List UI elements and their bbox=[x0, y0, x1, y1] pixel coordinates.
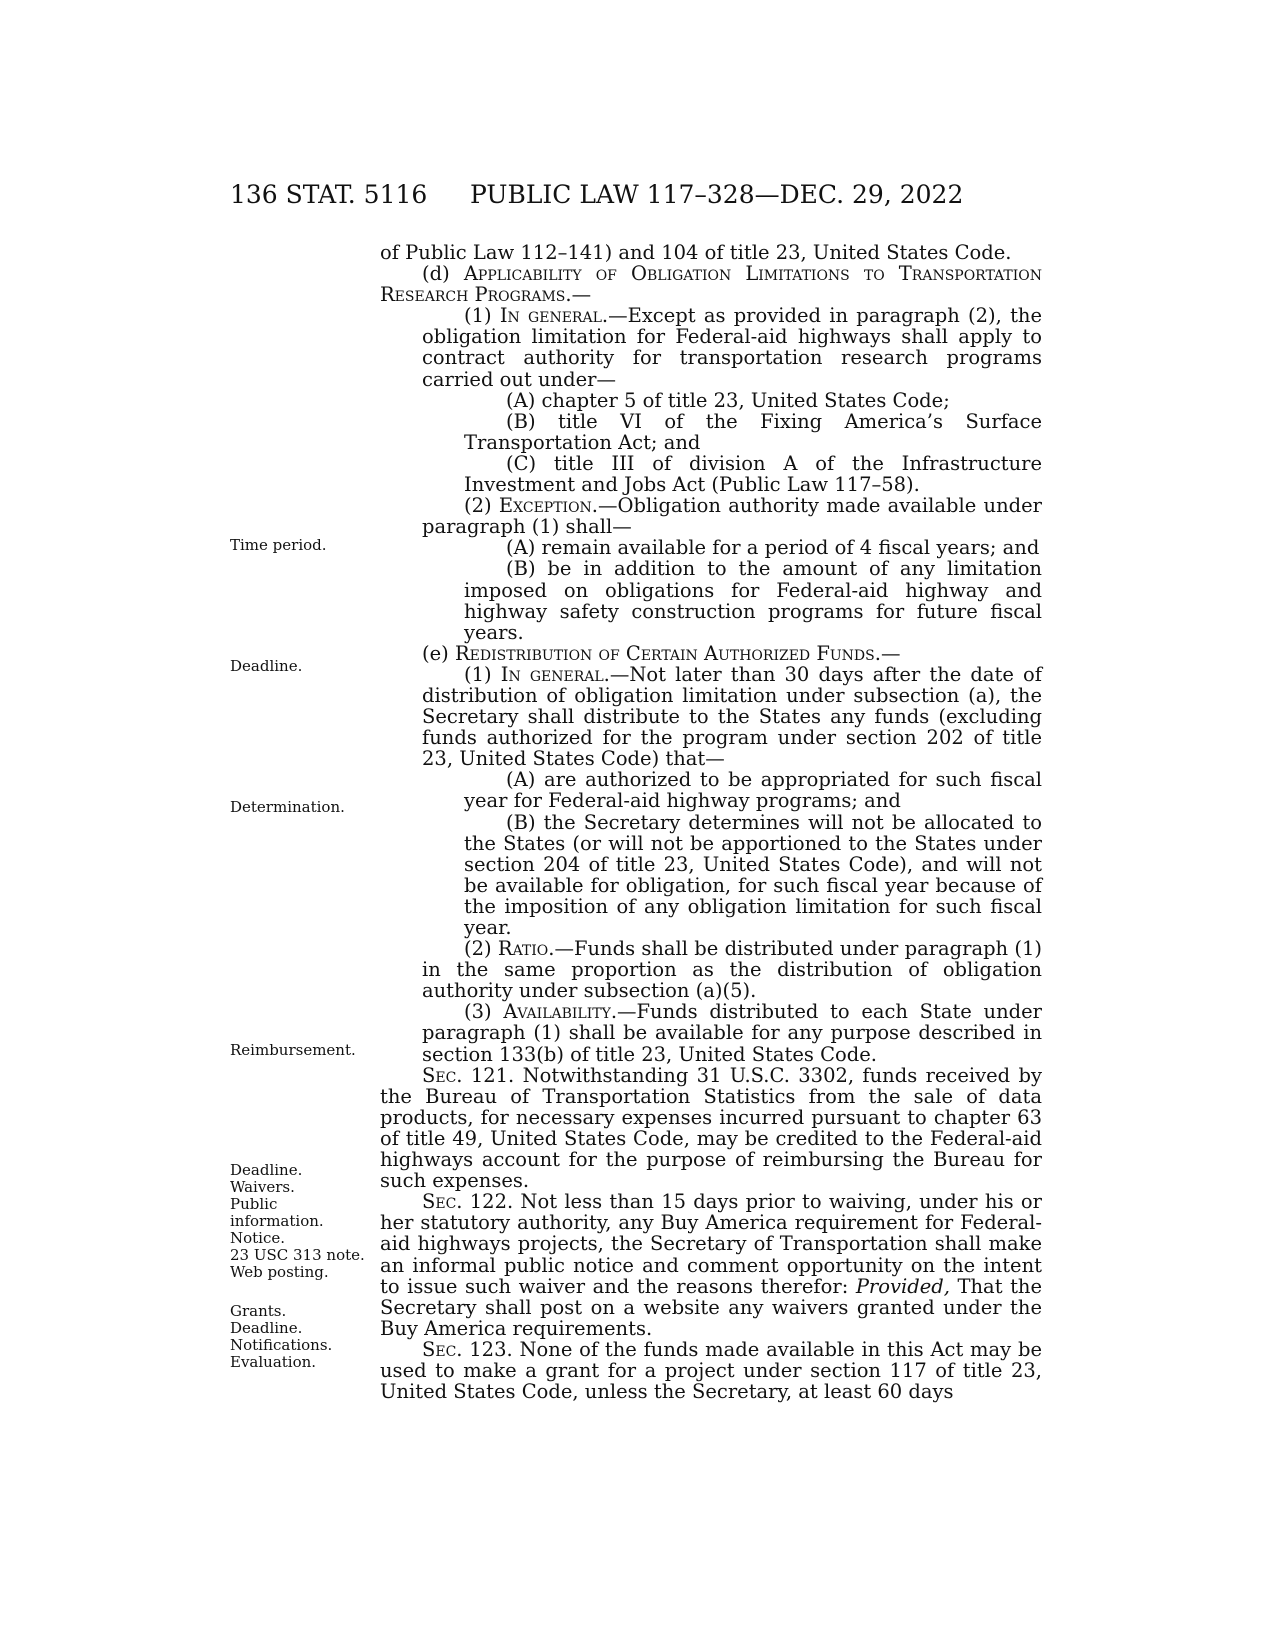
dash: — bbox=[571, 283, 592, 307]
page-header-title: PUBLIC LAW 117–328—DEC. 29, 2022 bbox=[470, 180, 964, 209]
margin-note: Notice. bbox=[230, 1229, 286, 1247]
dash: — bbox=[880, 641, 901, 665]
margin-note: 23 USC 313 note. bbox=[230, 1246, 365, 1264]
margin-note-time-period: Time period. bbox=[230, 536, 327, 554]
section-label: Sec. bbox=[422, 1337, 463, 1361]
paragraph-text: —Except as provided in paragraph (2), the obligation limitation for Federal-aid highways shall apply to contract authority for transportation research programs carried out under— bbox=[422, 304, 1043, 391]
paragraph-continuation: of Public Law 112–141) and 104 of title 23, United States Code. bbox=[380, 241, 1012, 264]
paragraph-text: —Funds distributed to each State under paragraph (1) shall be available for any purpose described in section 133(b) of title 23, United States Code. bbox=[422, 1000, 1042, 1066]
paragraph-label: (1) bbox=[464, 662, 501, 686]
section-text: 123. None of the funds made available in this Act may be used to make a grant for a project under section 117 of title 23, United States Code, unless the Secretary, at least 60 days bbox=[380, 1337, 1042, 1404]
section-122 bbox=[380, 1191, 1042, 1339]
paragraph-e2 bbox=[380, 938, 1042, 1001]
paragraph-text: —Funds shall be distributed under paragraph (1) in the same proportion as the distribution of obligation authority under subsection (a)(5). bbox=[422, 937, 1042, 1003]
section-label: Sec. bbox=[422, 1190, 463, 1214]
subparagraph-e1B: (B) the Secretary determines will not be allocated to the States (or will not be apportioned to the States under section 204 of title 23, United States Code), and will not be available for obligation, for such fiscal year because of the imposition of any obligation limitation for such fiscal year. bbox=[464, 810, 1042, 939]
margin-note-determination: Determination. bbox=[230, 798, 345, 816]
paragraph-heading: Exception. bbox=[498, 494, 599, 518]
paragraph-text: —Not later than 30 days after the date of distribution of obligation limitation under subsection (a), the Secretary shall distribute to the States any funds (excluding funds authorized for the program under section 202 of title 23, United States Code) that— bbox=[422, 662, 1043, 771]
margin-note: Deadline. bbox=[230, 1319, 303, 1337]
margin-note: Evaluation. bbox=[230, 1353, 317, 1371]
subsection-label: (d) bbox=[422, 262, 464, 286]
subsection-d bbox=[380, 263, 1042, 305]
section-123 bbox=[380, 1339, 1042, 1402]
section-121 bbox=[380, 1065, 1042, 1192]
margin-note: Grants. bbox=[230, 1302, 287, 1320]
paragraph-heading: In general. bbox=[500, 662, 610, 686]
section-text: 122. Not less than 15 days prior to waiving, under his or her statutory authority, any Buy America requirement for Federal-aid highways projects, the Secretary of Transportation shall make an informal public notice and comment opportunity on the intent to issue such waiver and the reasons therefor: bbox=[380, 1190, 1042, 1298]
paragraph-label: (1) bbox=[464, 304, 500, 328]
margin-notes-sec122 bbox=[230, 1162, 370, 1281]
section-text: 121. Notwithstanding 31 U.S.C. 3302, funds received by the Bureau of Transportation Statistics from the sale of data products, for necessary expenses incurred pursuant to chapter 63 of title 49, United States Code, may be credited to the Federal-aid highways account for the purpose of reimbursing the Bureau for such expenses. bbox=[380, 1063, 1042, 1193]
paragraph-e3 bbox=[380, 1001, 1042, 1064]
paragraph-label: (2) bbox=[464, 494, 499, 518]
paragraph-heading: Availability. bbox=[503, 1000, 618, 1024]
page-stat-number: 136 STAT. 5116 bbox=[230, 180, 428, 209]
subparagraph-d2A: (A) remain available for a period of 4 fiscal years; and bbox=[506, 536, 1040, 560]
paragraph-heading: Ratio. bbox=[497, 937, 555, 961]
margin-note: Notifications. bbox=[230, 1336, 333, 1354]
margin-note: Web posting. bbox=[230, 1263, 329, 1281]
subsection-heading: Redistribution of Certain Authorized Funds. bbox=[454, 641, 881, 665]
section-text-continued: That the Secretary shall post on a website any waivers granted under the Buy America requirements. bbox=[380, 1274, 1043, 1340]
paragraph-text: —Obligation authority made available under paragraph (1) shall— bbox=[422, 494, 1042, 539]
margin-notes-sec123 bbox=[230, 1303, 370, 1371]
paragraph-e1 bbox=[380, 664, 1042, 769]
margin-note-reimbursement: Reimbursement. bbox=[230, 1041, 356, 1059]
subparagraph-d2B: (B) be in addition to the amount of any limitation imposed on obligations for Federal-aid highway and highway safety construction programs for future fiscal years. bbox=[464, 557, 1042, 644]
paragraph-d2 bbox=[380, 495, 1042, 537]
subsection-heading: Applicability of Obligation Limitations to Transportation Research Programs. bbox=[380, 262, 1042, 307]
margin-note: information. bbox=[230, 1212, 324, 1230]
margin-note-deadline: Deadline. bbox=[230, 657, 303, 675]
margin-note: Public bbox=[230, 1195, 278, 1213]
subparagraph-d1A: (A) chapter 5 of title 23, United States Code; bbox=[506, 388, 950, 412]
margin-note: Waivers. bbox=[230, 1178, 295, 1196]
subparagraph-d1B: (B) title VI of the Fixing America’s Surface Transportation Act; and bbox=[464, 409, 1042, 454]
paragraph-label: (2) bbox=[464, 937, 498, 961]
subsection-e bbox=[380, 643, 1042, 664]
subsection-label: (e) bbox=[422, 641, 455, 665]
paragraph-heading: In general. bbox=[499, 304, 609, 328]
proviso-italic: Provided, bbox=[855, 1274, 950, 1298]
paragraph-label: (3) bbox=[464, 1000, 504, 1024]
subparagraph-d1C: (C) title III of division A of the Infrastructure Investment and Jobs Act (Public Law 117–58). bbox=[464, 451, 1042, 497]
section-label: Sec. bbox=[422, 1063, 463, 1087]
paragraph-d1 bbox=[380, 305, 1042, 389]
subparagraph-e1A: (A) are authorized to be appropriated for such fiscal year for Federal-aid highway programs; and bbox=[464, 768, 1042, 813]
margin-note: Deadline. bbox=[230, 1161, 303, 1179]
statute-body bbox=[380, 242, 1042, 1402]
